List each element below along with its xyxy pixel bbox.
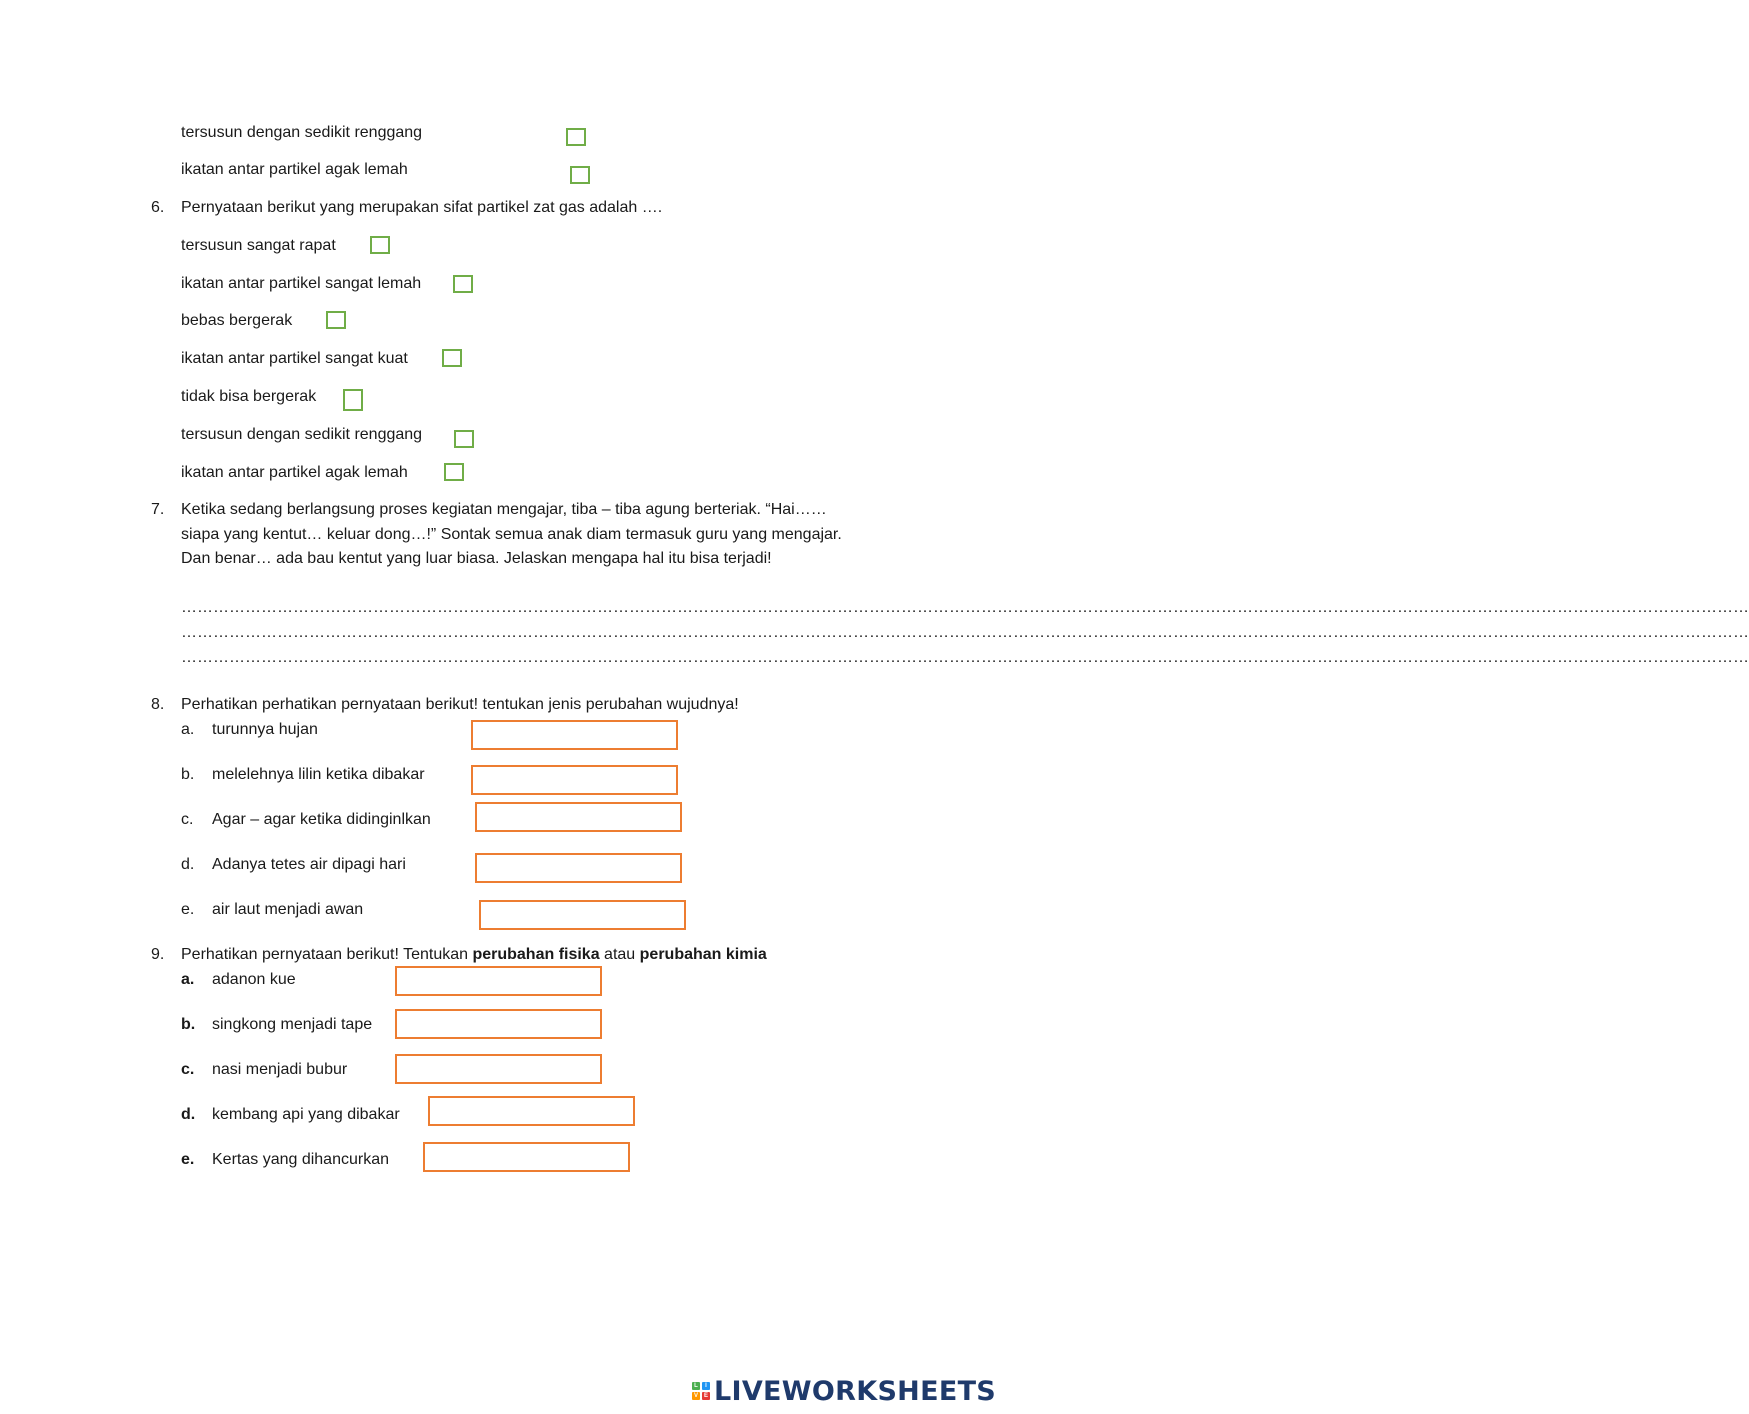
q8-answer-c-input[interactable] [475, 802, 682, 832]
q5-option-1-checkbox[interactable] [566, 128, 586, 146]
q9-number: 9. [151, 946, 165, 963]
q9-item-e-text: Kertas yang dihancurkan [212, 1151, 389, 1168]
q6-option-6-checkbox[interactable] [454, 430, 474, 448]
logo-mark-icon [692, 1382, 710, 1400]
q9-question-bold-physical: perubahan fisika [472, 946, 600, 963]
q8-answer-a-input[interactable] [471, 720, 678, 750]
q7-number: 7. [151, 501, 165, 518]
q8-item-e-letter: e. [181, 901, 195, 918]
q7-answer-line-3[interactable]: …………………………………………………………………………………………………………………………………………………………………………………………………………………………………………………………………… [181, 649, 1749, 666]
q8-item-c-text: Agar – agar ketika didinginlkan [212, 811, 431, 828]
q8-answer-b-input[interactable] [471, 765, 678, 795]
q9-item-a-letter: a. [181, 971, 195, 988]
liveworksheets-logo [692, 1374, 996, 1408]
q9-answer-a-input[interactable] [395, 966, 602, 996]
q6-option-6: tersusun dengan sedikit renggang [181, 426, 423, 443]
logo-mark-letter: I [702, 1382, 710, 1390]
q7-answer-line-2[interactable]: …………………………………………………………………………………………………………………………………………………………………………………………………………………………………………………………………… [181, 624, 1749, 641]
q9-item-b-letter: b. [181, 1016, 196, 1033]
logo-mark-letter: E [703, 1393, 708, 1399]
q9-item-b-text: singkong menjadi tape [212, 1016, 373, 1033]
q6-option-3-checkbox[interactable] [326, 311, 346, 329]
q6-option-4: ikatan antar partikel sangat kuat [181, 350, 408, 367]
q6-option-1: tersusun sangat rapat [181, 237, 336, 254]
q9-item-c-text: nasi menjadi bubur [212, 1061, 348, 1078]
q6-option-3: bebas bergerak [181, 312, 293, 329]
q9-question-text: Perhatikan pernyataan berikut! Tentukan [181, 946, 473, 963]
q6-option-2: ikatan antar partikel sangat lemah [181, 275, 422, 292]
q8-answer-e-input[interactable] [479, 900, 686, 930]
q6-option-4-checkbox[interactable] [442, 349, 462, 367]
q8-item-d-text: Adanya tetes air dipagi hari [212, 856, 406, 873]
q9-answer-b-input[interactable] [395, 1009, 602, 1039]
logo-mark-letter: L [692, 1382, 700, 1390]
q6-number: 6. [151, 199, 165, 216]
q9-answer-d-input[interactable] [428, 1096, 635, 1126]
q7-line-1: Ketika sedang berlangsung proses kegiatan mengajar, tiba – tiba agung berteriak. “Hai…… [181, 501, 827, 518]
q5-option-2: ikatan antar partikel agak lemah [181, 161, 408, 178]
q6-option-1-checkbox[interactable] [370, 236, 390, 254]
q8-item-a-text: turunnya hujan [212, 721, 318, 738]
q9-answer-c-input[interactable] [395, 1054, 602, 1084]
q7-line-3: Dan benar… ada bau kentut yang luar biasa. Jelaskan mengapa hal itu bisa terjadi! [181, 550, 772, 567]
logo-mark-letter: V [693, 1393, 698, 1399]
q6-option-2-checkbox[interactable] [453, 275, 473, 293]
q9-question-bold-chemical: perubahan kimia [639, 946, 767, 963]
logo-text: LIVEWORKSHEETS [714, 1375, 997, 1407]
q7-answer-line-1[interactable]: …………………………………………………………………………………………………………………………………………………………………………………………………………………………………………………………………… [181, 599, 1749, 616]
q5-option-1: tersusun dengan sedikit renggang [181, 124, 423, 141]
q9-question [181, 945, 767, 965]
q9-item-d-letter: d. [181, 1106, 196, 1123]
q8-number: 8. [151, 696, 165, 713]
q5-option-2-checkbox[interactable] [570, 166, 590, 184]
q6-option-5-checkbox[interactable] [343, 389, 363, 411]
q8-item-b-letter: b. [181, 766, 195, 783]
q9-question-connector: atau [599, 946, 640, 963]
q8-item-b-text: melelehnya lilin ketika dibakar [212, 766, 425, 783]
q8-answer-d-input[interactable] [475, 853, 682, 883]
q8-item-d-letter: d. [181, 856, 195, 873]
q9-item-d-text: kembang api yang dibakar [212, 1106, 400, 1123]
q8-item-e-text: air laut menjadi awan [212, 901, 364, 918]
q6-option-7: ikatan antar partikel agak lemah [181, 464, 408, 481]
q8-question: Perhatikan perhatikan pernyataan berikut! tentukan jenis perubahan wujudnya! [181, 696, 739, 713]
q6-option-5: tidak bisa bergerak [181, 388, 317, 405]
q9-item-a-text: adanon kue [212, 971, 296, 988]
q8-item-a-letter: a. [181, 721, 195, 738]
q9-answer-e-input[interactable] [423, 1142, 630, 1172]
q9-item-c-letter: c. [181, 1061, 195, 1078]
q6-option-7-checkbox[interactable] [444, 463, 464, 481]
q9-item-e-letter: e. [181, 1151, 195, 1168]
q7-line-2: siapa yang kentut… keluar dong…!” Sontak semua anak diam termasuk guru yang mengajar. [181, 526, 842, 543]
q6-question: Pernyataan berikut yang merupakan sifat partikel zat gas adalah …. [181, 199, 663, 216]
q8-item-c-letter: c. [181, 811, 194, 828]
